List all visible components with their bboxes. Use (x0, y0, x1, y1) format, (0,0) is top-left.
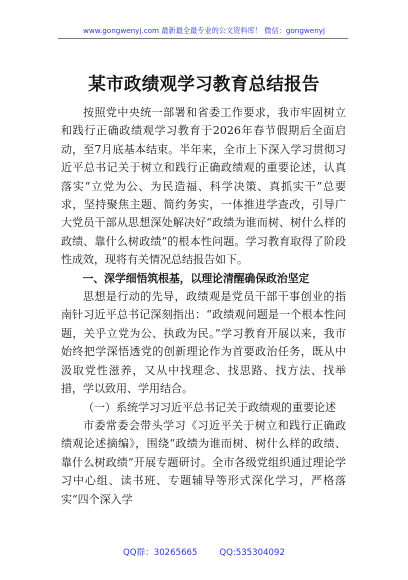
footer-contact-line: QQ群：30265665 QQ:535304092 (123, 548, 285, 558)
document-body (61, 104, 346, 509)
section-1-paragraph: 思想是行动的先导，政绩观是党员干部干事创业的指南针习近平总书记深刻指出：“政绩观问题是一个根本性问题，关乎立党为公、执政为民。”学习教育开展以来，我市始终把学深悟透党的创新理论作为首要政治任务，既从中汲取党性滋养，又从中找理念、找思路、找方法、找举措，学以致用、学用结合。 (61, 290, 346, 396)
header-watermark-line: www.gongwenyj.com 最新最全最专业的公文资料库！ 微信：gongwenyj (82, 26, 326, 35)
header-divider (58, 38, 348, 39)
document-title: 某市政绩观学习教育总结报告 (88, 75, 320, 95)
intro-paragraph: 按照党中央统一部署和省委工作要求，我市牢固树立和践行正确政绩观学习教育于2026年春节假期后全面启动，至7月底基本结束。半年来，全市上下深入学习贯彻习近平总书记关于树立和践行正确政绩观的重要论述，认真落实“立党为公、为民造福、科学决策、真抓实干”总要求，坚持聚焦主题、简约务实，一体推进学查改，引导广大党员干部从思想深处解决好“政绩为谁而树、树什么样的政绩、靠什么树政绩”的根本性问题。学习教育取得了阶段性成效，现将有关情况总结报告如下。 (61, 106, 346, 267)
section-heading-1: 一、深学细悟筑根基，以理论清醒确保政治坚定 (82, 271, 310, 285)
subsection-heading-1: （一）系统学习习近平总书记关于政绩观的重要论述 (83, 400, 336, 414)
subsection-1-paragraph: 市委常委会带头学习《习近平关于树立和践行正确政绩观论述摘编》，围绕“政绩为谁而树、树什么样的政绩、靠什么树政绩”开展专题研讨。全市各级党组织通过理论学习中心组、读书班、专题辅导等形式深化学习，严格落实“四个深入学 (61, 418, 346, 506)
